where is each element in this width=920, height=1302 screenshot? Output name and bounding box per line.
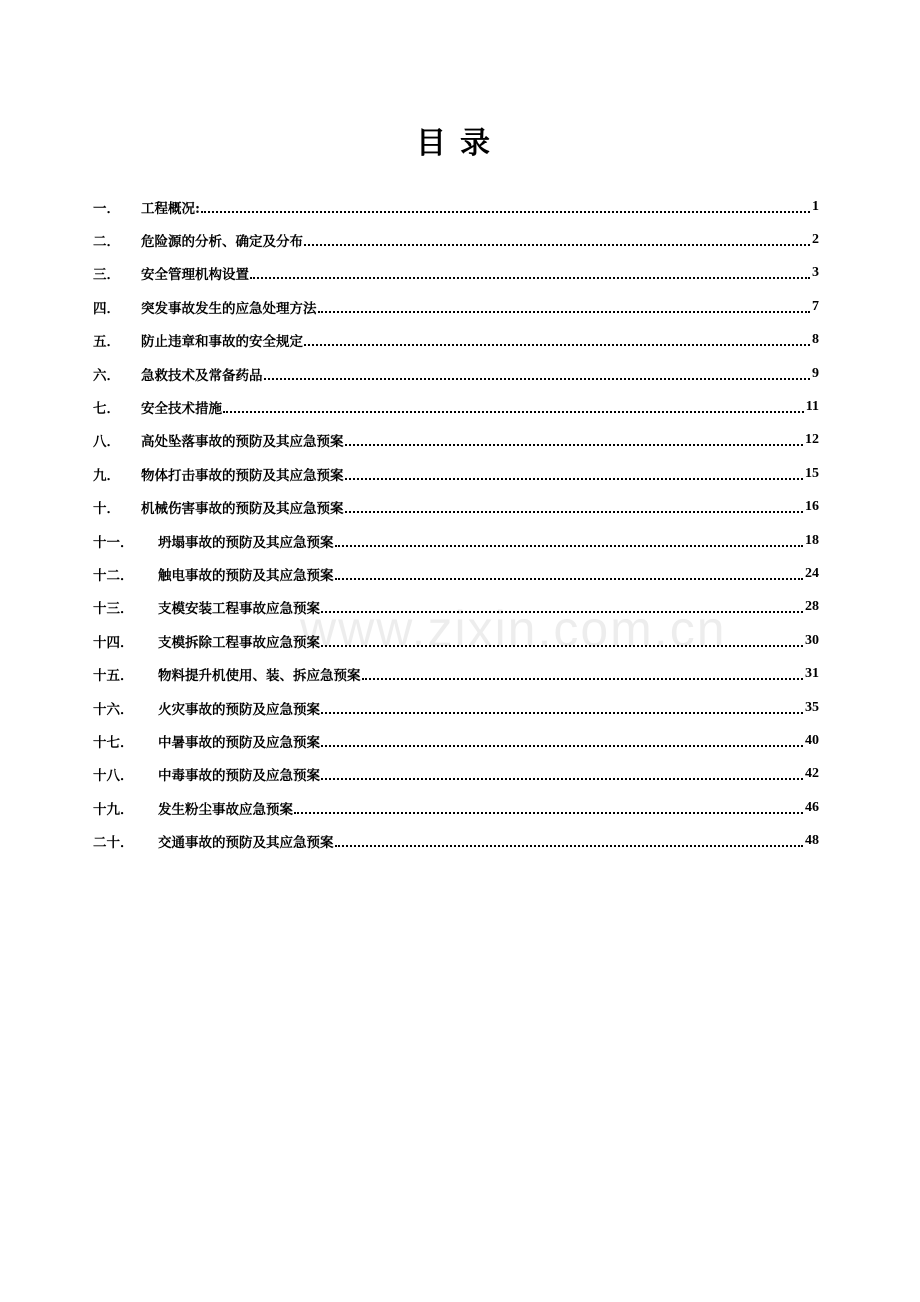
toc-title: 突发事故发生的应急处理方法 — [141, 300, 317, 317]
toc-entry-16[interactable] — [93, 691, 819, 724]
toc-page-number: 12 — [805, 432, 819, 448]
toc-leader-dots — [345, 511, 804, 513]
toc-number: 三． — [93, 267, 120, 284]
toc-title: 安全技术措施 — [141, 401, 222, 418]
toc-leader-dots — [264, 378, 811, 380]
toc-number: 十一． — [93, 534, 134, 551]
toc-number: 六． — [93, 367, 120, 384]
toc-entry-10[interactable] — [93, 491, 819, 524]
toc-page-number: 15 — [805, 465, 819, 481]
toc-number: 七． — [93, 401, 120, 418]
toc-leader-dots — [321, 745, 803, 747]
toc-entry-8[interactable] — [93, 424, 819, 457]
toc-entry-3[interactable] — [93, 257, 819, 290]
toc-page-number: 2 — [812, 232, 819, 248]
toc-page-number: 35 — [805, 699, 819, 715]
toc-leader-dots — [335, 545, 804, 547]
toc-title: 急救技术及常备药品 — [141, 367, 263, 384]
toc-entry-14[interactable] — [93, 624, 819, 657]
toc-leader-dots — [304, 244, 810, 246]
toc-page-number: 31 — [805, 666, 819, 682]
toc-title: 火灾事故的预防及应急预案 — [158, 701, 320, 718]
toc-title: 机械伤害事故的预防及其应急预案 — [141, 501, 344, 518]
toc-entry-18[interactable] — [93, 758, 819, 791]
toc-entry-1[interactable] — [93, 190, 819, 223]
toc-leader-dots — [294, 812, 803, 814]
toc-page-number: 8 — [812, 332, 819, 348]
toc-number: 十． — [93, 501, 120, 518]
toc-page-number: 9 — [812, 365, 819, 381]
toc-leader-dots — [321, 778, 803, 780]
toc-leader-dots — [304, 344, 810, 346]
toc-title: 发生粉尘事故应急预案 — [158, 801, 293, 818]
toc-leader-dots — [321, 712, 803, 714]
toc-title: 物体打击事故的预防及其应急预案 — [141, 467, 344, 484]
toc-page-number: 11 — [805, 399, 819, 415]
toc-leader-dots — [201, 211, 810, 213]
toc-number: 一． — [93, 200, 120, 217]
toc-number: 十八． — [93, 768, 134, 785]
toc-entry-13[interactable] — [93, 591, 819, 624]
toc-number: 五． — [93, 334, 120, 351]
toc-entry-12[interactable] — [93, 557, 819, 590]
toc-page-number: 30 — [805, 632, 819, 648]
toc-leader-dots — [335, 578, 804, 580]
toc-number: 十三． — [93, 601, 134, 618]
toc-title: 中毒事故的预防及应急预案 — [158, 768, 320, 785]
toc-entry-9[interactable] — [93, 457, 819, 490]
toc-title: 物料提升机使用、装、拆应急预案 — [158, 668, 361, 685]
toc-leader-dots — [318, 311, 811, 313]
toc-entry-19[interactable] — [93, 791, 819, 824]
toc-page-number: 48 — [805, 833, 819, 849]
toc-page-number: 3 — [812, 265, 819, 281]
page-title: 目录 — [416, 126, 504, 161]
toc-entry-2[interactable] — [93, 223, 819, 256]
toc-number: 九． — [93, 467, 120, 484]
toc-number: 二． — [93, 234, 120, 251]
toc-title: 交通事故的预防及其应急预案 — [158, 835, 334, 852]
table-of-contents — [93, 190, 819, 858]
toc-leader-dots — [362, 678, 804, 680]
toc-number: 十七． — [93, 734, 134, 751]
toc-entry-11[interactable] — [93, 524, 819, 557]
toc-number: 十五． — [93, 668, 134, 685]
toc-page-number: 46 — [805, 799, 819, 815]
toc-leader-dots — [345, 444, 804, 446]
toc-number: 十九． — [93, 801, 134, 818]
toc-number: 二十． — [93, 835, 134, 852]
toc-title: 防止违章和事故的安全规定 — [141, 334, 303, 351]
toc-leader-dots — [250, 277, 810, 279]
toc-page-number: 16 — [805, 499, 819, 515]
toc-page-number: 40 — [805, 732, 819, 748]
toc-entry-15[interactable] — [93, 657, 819, 690]
toc-leader-dots — [335, 845, 804, 847]
toc-number: 十四． — [93, 634, 134, 651]
toc-title: 高处坠落事故的预防及其应急预案 — [141, 434, 344, 451]
toc-page-number: 7 — [812, 298, 819, 314]
toc-page-number: 24 — [805, 565, 819, 581]
toc-title: 支模拆除工程事故应急预案 — [158, 634, 320, 651]
toc-number: 四． — [93, 300, 120, 317]
toc-title: 坍塌事故的预防及其应急预案 — [158, 534, 334, 551]
toc-number: 十六． — [93, 701, 134, 718]
toc-entry-20[interactable] — [93, 824, 819, 857]
toc-page-number: 42 — [805, 766, 819, 782]
toc-leader-dots — [223, 411, 804, 413]
toc-title: 危险源的分析、确定及分布 — [141, 234, 303, 251]
toc-title: 触电事故的预防及其应急预案 — [158, 567, 334, 584]
toc-page-number: 28 — [805, 599, 819, 615]
toc-entry-17[interactable] — [93, 724, 819, 757]
toc-entry-6[interactable] — [93, 357, 819, 390]
toc-page-number: 18 — [805, 532, 819, 548]
toc-number: 八． — [93, 434, 120, 451]
toc-title: 支模安装工程事故应急预案 — [158, 601, 320, 618]
toc-entry-4[interactable] — [93, 290, 819, 323]
toc-entry-5[interactable] — [93, 324, 819, 357]
toc-number: 十二． — [93, 567, 134, 584]
toc-entry-7[interactable] — [93, 390, 819, 423]
toc-title: 中暑事故的预防及应急预案 — [158, 734, 320, 751]
toc-leader-dots — [345, 478, 804, 480]
toc-title: 工程概况: — [141, 200, 200, 217]
toc-leader-dots — [321, 611, 803, 613]
toc-page-number: 1 — [812, 198, 819, 214]
watermark: www.zixin.com.cn — [300, 601, 727, 657]
toc-title: 安全管理机构设置 — [141, 267, 249, 284]
toc-leader-dots — [321, 645, 803, 647]
